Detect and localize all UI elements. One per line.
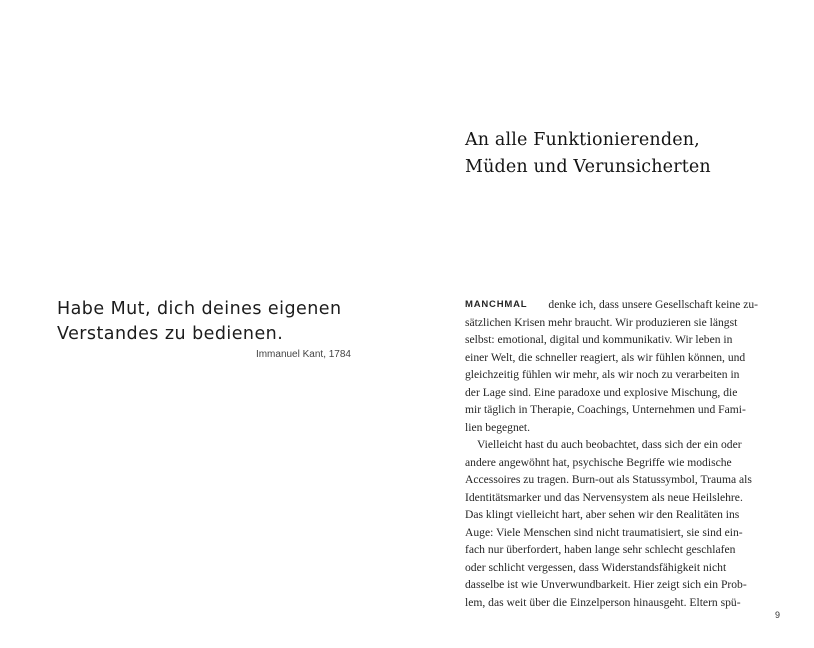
body-line bbox=[465, 436, 758, 454]
body-line-text: Auge: Viele Menschen sind nicht traumatisiert, sie sind ein- bbox=[465, 525, 743, 539]
body-line bbox=[465, 296, 758, 314]
body-line-text: oder schlicht vergessen, dass Widerstandsfähigkeit nicht bbox=[465, 560, 727, 574]
body-line bbox=[465, 384, 758, 402]
quote-attribution: Immanuel Kant, 1784 bbox=[255, 349, 351, 360]
body-text bbox=[465, 296, 758, 611]
body-line-text: gleichzeitig fühlen wir mehr, als wir noch zu verarbeiten in bbox=[465, 368, 740, 381]
body-line bbox=[465, 314, 758, 332]
body-line bbox=[465, 559, 758, 577]
title-line: An alle Funktionierenden, bbox=[465, 130, 700, 150]
body-line bbox=[465, 331, 758, 349]
body-line-text: sätzlichen Krisen mehr braucht. Wir produzieren sie längst bbox=[465, 315, 738, 329]
body-line-text: Das klingt vielleicht hart, aber sehen wir den Realitäten ins bbox=[465, 508, 740, 521]
body-line-text: Accessoires zu tragen. Burn-out als Statussymbol, Trauma als bbox=[465, 473, 752, 486]
body-line-text: lien begegnet. bbox=[465, 420, 531, 434]
body-line-text: mir täglich in Therapie, Coachings, Unternehmen und Fami- bbox=[465, 403, 746, 416]
body-line-text: Vielleicht hast du auch beobachtet, dass sich der ein oder bbox=[477, 438, 742, 451]
page-number: 9 bbox=[775, 610, 781, 620]
body-line-text: denke ich, dass unsere Gesellschaft keine zu- bbox=[548, 298, 758, 311]
body-line-text: einer Welt, die schneller reagiert, als wir fühlen können, und bbox=[465, 350, 746, 364]
body-line-text: der Lage sind. Eine paradoxe und explosive Mischung, die bbox=[465, 385, 738, 399]
body-line bbox=[465, 349, 758, 367]
body-line bbox=[465, 471, 758, 489]
body-line bbox=[465, 419, 758, 437]
body-line bbox=[465, 576, 758, 594]
title-line: Müden und Verunsicherten bbox=[465, 157, 711, 177]
body-line bbox=[465, 524, 758, 542]
chapter-title bbox=[465, 127, 785, 181]
body-line bbox=[465, 541, 758, 559]
body-line bbox=[465, 366, 758, 384]
body-line-text: andere angewöhnt hat, psychische Begriffe wie modische bbox=[465, 455, 732, 469]
body-line bbox=[465, 506, 758, 524]
body-line bbox=[465, 454, 758, 472]
body-line-text: dasselbe ist wie Unverwundbarkeit. Hier zeigt sich ein Prob- bbox=[465, 578, 747, 591]
body-line-text: fach nur überfordert, haben lange sehr schlecht geschlafen bbox=[465, 543, 736, 556]
body-line bbox=[465, 594, 758, 612]
body-line bbox=[465, 401, 758, 419]
body-line-text: Identitätsmarker und das Nervensystem als neue Heilslehre. bbox=[465, 490, 743, 504]
lead-word: MANCHMAL bbox=[465, 299, 528, 310]
body-line-text: lem, das weit über die Einzelperson hinausgeht. Eltern spü- bbox=[465, 595, 741, 609]
body-line bbox=[465, 489, 758, 507]
quote-line: Verstandes zu bedienen. bbox=[57, 324, 284, 344]
right-page bbox=[407, 0, 814, 648]
quote-line: Habe Mut, dich deines eigenen bbox=[57, 299, 342, 319]
epigraph-quote bbox=[57, 297, 357, 362]
body-line-text: selbst: emotional, digital und kommunikativ. Wir leben in bbox=[465, 333, 733, 346]
